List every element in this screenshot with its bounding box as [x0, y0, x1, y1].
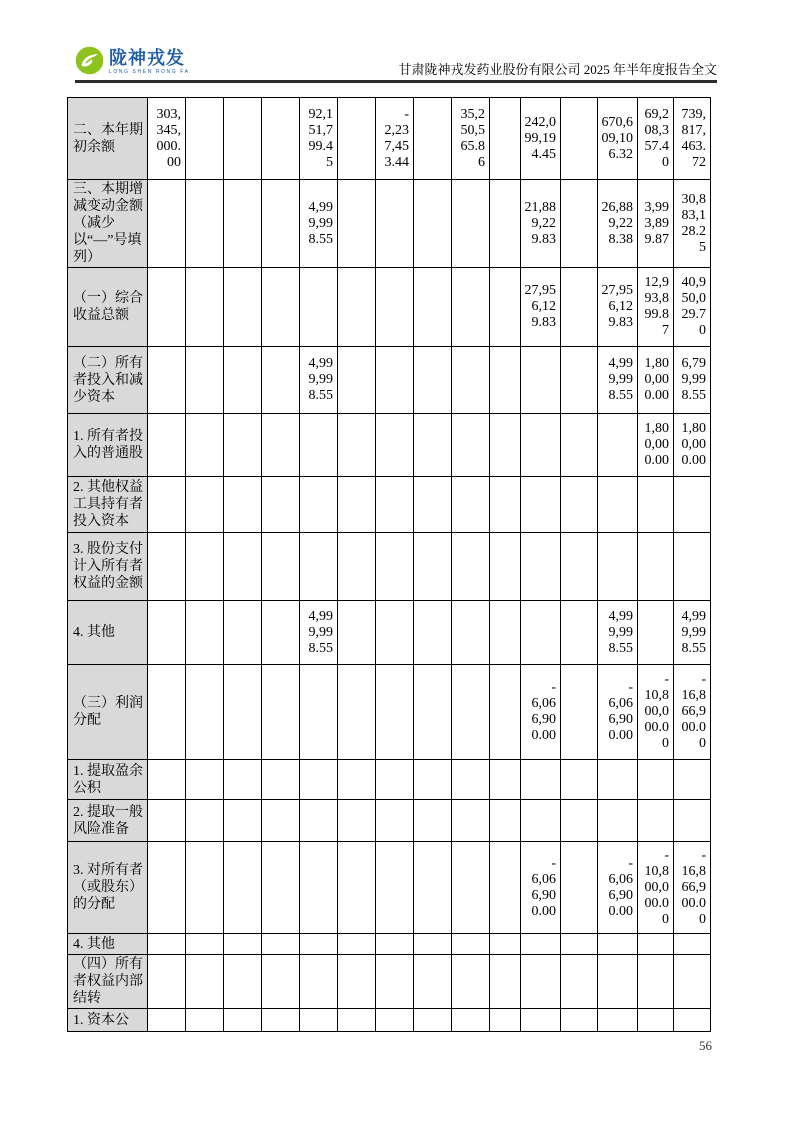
table-cell [452, 665, 490, 760]
table-cell [262, 533, 300, 601]
table-cell [262, 414, 300, 477]
table-cell [452, 347, 490, 414]
table-cell [638, 934, 674, 955]
table-cell [186, 414, 224, 477]
table-cell [490, 934, 521, 955]
table-cell [338, 601, 376, 665]
table-cell [186, 98, 224, 180]
table-cell [300, 665, 338, 760]
table-cell [376, 533, 414, 601]
table-cell [521, 800, 561, 842]
table-cell [674, 1009, 711, 1032]
table-row [68, 347, 711, 414]
table-cell: 4,999,998.55 [300, 180, 338, 268]
table-cell [376, 955, 414, 1009]
table-cell [224, 1009, 262, 1032]
table-cell [262, 268, 300, 347]
table-cell: 4,999,998.55 [598, 347, 638, 414]
table-cell: 69,208,357.40 [638, 98, 674, 180]
table-cell [638, 1009, 674, 1032]
table-cell [561, 601, 598, 665]
table-cell [452, 268, 490, 347]
table-cell [452, 601, 490, 665]
table-cell [490, 98, 521, 180]
table-cell [262, 98, 300, 180]
table-cell: 92,151,799.45 [300, 98, 338, 180]
table-cell [521, 760, 561, 800]
table-cell [452, 1009, 490, 1032]
table-cell [338, 800, 376, 842]
page-number: 56 [699, 1038, 712, 1053]
table-cell [338, 955, 376, 1009]
table-cell [262, 347, 300, 414]
table-cell [490, 842, 521, 934]
table-cell [638, 533, 674, 601]
row-label: 三、本期增减变动金额（减少以“—”号填列） [68, 180, 148, 268]
table-cell [338, 934, 376, 955]
equity-table-body [68, 98, 711, 1032]
table-row [68, 98, 711, 180]
table-cell [674, 760, 711, 800]
table-cell [414, 665, 452, 760]
table-cell [224, 934, 262, 955]
table-cell [338, 347, 376, 414]
table-cell [186, 665, 224, 760]
table-row [68, 800, 711, 842]
table-row [68, 268, 711, 347]
table-cell: - 10,800,000.00 [638, 842, 674, 934]
table-cell [338, 1009, 376, 1032]
table-cell [148, 934, 186, 955]
logo-brand-cn: 陇神戎发 [109, 48, 185, 68]
table-cell [148, 800, 186, 842]
table-cell [638, 477, 674, 533]
table-row [68, 477, 711, 533]
table-cell: 27,956,129.83 [521, 268, 561, 347]
table-row [68, 665, 711, 760]
table-cell [452, 533, 490, 601]
table-cell: 4,999,998.55 [598, 601, 638, 665]
table-cell [674, 800, 711, 842]
table-cell [300, 1009, 338, 1032]
table-cell [148, 477, 186, 533]
table-cell: 12,993,899.87 [638, 268, 674, 347]
table-cell [376, 934, 414, 955]
table-cell [148, 180, 186, 268]
table-cell [452, 955, 490, 1009]
table-cell [490, 800, 521, 842]
table-cell [148, 665, 186, 760]
table-cell: 1,800,000.00 [638, 414, 674, 477]
table-cell [638, 760, 674, 800]
table-cell [452, 934, 490, 955]
table-cell [561, 268, 598, 347]
table-cell [300, 533, 338, 601]
row-label: 1. 提取盈余公积 [68, 760, 148, 800]
table-cell [598, 800, 638, 842]
table-cell [186, 842, 224, 934]
table-cell [148, 268, 186, 347]
table-cell [262, 955, 300, 1009]
company-logo [75, 46, 190, 75]
table-cell [561, 1009, 598, 1032]
table-cell [561, 842, 598, 934]
table-cell [224, 180, 262, 268]
table-cell [414, 1009, 452, 1032]
table-cell [452, 414, 490, 477]
table-cell [376, 842, 414, 934]
table-cell [148, 347, 186, 414]
table-cell [262, 760, 300, 800]
table-cell [300, 955, 338, 1009]
table-cell [224, 533, 262, 601]
table-cell [148, 1009, 186, 1032]
table-cell [452, 842, 490, 934]
table-cell: 303,345,000.00 [148, 98, 186, 180]
table-cell [186, 601, 224, 665]
row-label: 2. 其他权益工具持有者投入资本 [68, 477, 148, 533]
table-cell: 739,817,463.72 [674, 98, 711, 180]
table-cell [186, 347, 224, 414]
table-cell [338, 414, 376, 477]
table-cell [224, 477, 262, 533]
table-cell: 1,800,000.00 [674, 414, 711, 477]
table-cell [376, 800, 414, 842]
table-cell [561, 533, 598, 601]
table-cell [598, 1009, 638, 1032]
table-row [68, 533, 711, 601]
table-cell [414, 601, 452, 665]
table-cell: - 2,237,453.44 [376, 98, 414, 180]
row-label: （四）所有者权益内部结转 [68, 955, 148, 1009]
table-cell [338, 477, 376, 533]
table-cell [561, 800, 598, 842]
logo-icon [75, 46, 104, 75]
row-label: 二、本年期初余额 [68, 98, 148, 180]
table-cell [414, 533, 452, 601]
table-cell [300, 842, 338, 934]
table-cell: 242,099,194.45 [521, 98, 561, 180]
table-cell [224, 601, 262, 665]
row-label: 4. 其他 [68, 934, 148, 955]
table-cell [414, 347, 452, 414]
table-cell [414, 98, 452, 180]
table-cell [490, 665, 521, 760]
table-cell: 27,956,129.83 [598, 268, 638, 347]
table-row [68, 934, 711, 955]
table-cell: 30,883,128.25 [674, 180, 711, 268]
table-row [68, 414, 711, 477]
table-cell [452, 180, 490, 268]
table-cell [414, 268, 452, 347]
table-cell [521, 477, 561, 533]
table-cell [521, 1009, 561, 1032]
table-cell [490, 533, 521, 601]
table-cell [452, 477, 490, 533]
table-cell [490, 955, 521, 1009]
table-cell [224, 414, 262, 477]
table-cell: - 6,066,900.00 [521, 665, 561, 760]
table-cell [674, 934, 711, 955]
table-cell: 21,889,229.83 [521, 180, 561, 268]
table-cell: 3,993,899.87 [638, 180, 674, 268]
table-cell [521, 955, 561, 1009]
table-cell: - 6,066,900.00 [598, 665, 638, 760]
table-cell [414, 760, 452, 800]
logo-text [109, 46, 190, 75]
table-row [68, 180, 711, 268]
equity-table-container [67, 97, 711, 1032]
table-cell: 1,800,000.00 [638, 347, 674, 414]
table-cell [490, 180, 521, 268]
table-row [68, 760, 711, 800]
table-cell [521, 347, 561, 414]
table-cell [148, 601, 186, 665]
table-cell [338, 842, 376, 934]
table-cell [490, 268, 521, 347]
table-cell [414, 842, 452, 934]
table-cell [598, 477, 638, 533]
table-cell [561, 180, 598, 268]
table-cell [186, 800, 224, 842]
table-row [68, 955, 711, 1009]
table-cell [300, 934, 338, 955]
table-cell [186, 760, 224, 800]
row-label: （三）利润分配 [68, 665, 148, 760]
table-cell: 40,950,029.70 [674, 268, 711, 347]
table-cell [674, 477, 711, 533]
table-cell [561, 98, 598, 180]
table-cell [224, 98, 262, 180]
table-cell [224, 665, 262, 760]
table-cell [561, 934, 598, 955]
table-cell [490, 601, 521, 665]
table-cell [186, 934, 224, 955]
table-cell [521, 934, 561, 955]
table-cell [376, 477, 414, 533]
table-cell: - 6,066,900.00 [598, 842, 638, 934]
row-label: 4. 其他 [68, 601, 148, 665]
table-cell: 4,999,998.55 [300, 347, 338, 414]
table-cell [148, 842, 186, 934]
row-label: 3. 对所有者（或股东）的分配 [68, 842, 148, 934]
table-cell: - 16,866,900.00 [674, 842, 711, 934]
table-cell [452, 760, 490, 800]
table-cell [148, 760, 186, 800]
table-row [68, 842, 711, 934]
table-cell [490, 1009, 521, 1032]
row-label: 1. 所有者投入的普通股 [68, 414, 148, 477]
table-cell [561, 477, 598, 533]
equity-change-table [67, 97, 711, 1032]
table-cell [638, 955, 674, 1009]
row-label: （二）所有者投入和减少资本 [68, 347, 148, 414]
header-divider [75, 80, 717, 83]
table-cell [224, 268, 262, 347]
table-cell [262, 477, 300, 533]
table-cell [338, 180, 376, 268]
table-cell [598, 533, 638, 601]
table-cell [414, 955, 452, 1009]
table-cell [490, 477, 521, 533]
table-cell [376, 268, 414, 347]
table-cell [300, 760, 338, 800]
table-cell [561, 347, 598, 414]
table-cell [561, 955, 598, 1009]
table-cell [521, 533, 561, 601]
table-cell [561, 665, 598, 760]
table-cell [224, 760, 262, 800]
table-cell [598, 934, 638, 955]
table-cell: 670,609,106.32 [598, 98, 638, 180]
table-cell [300, 414, 338, 477]
table-cell [262, 842, 300, 934]
table-cell [561, 414, 598, 477]
table-cell: - 10,800,000.00 [638, 665, 674, 760]
table-cell [186, 533, 224, 601]
table-cell: 35,250,565.86 [452, 98, 490, 180]
table-cell [376, 1009, 414, 1032]
table-cell [376, 347, 414, 414]
table-cell [300, 268, 338, 347]
table-row [68, 1009, 711, 1032]
table-cell [414, 180, 452, 268]
table-cell [414, 800, 452, 842]
table-cell [262, 1009, 300, 1032]
table-cell [674, 533, 711, 601]
table-cell [224, 800, 262, 842]
table-cell [414, 934, 452, 955]
table-cell [300, 800, 338, 842]
table-cell [561, 760, 598, 800]
row-label: （一）综合收益总额 [68, 268, 148, 347]
table-cell [186, 1009, 224, 1032]
table-cell [186, 268, 224, 347]
table-cell [186, 955, 224, 1009]
table-cell [638, 601, 674, 665]
table-cell [224, 955, 262, 1009]
row-label: 2. 提取一般风险准备 [68, 800, 148, 842]
table-cell [521, 414, 561, 477]
row-label: 1. 资本公 [68, 1009, 148, 1032]
table-cell [376, 414, 414, 477]
table-cell [376, 601, 414, 665]
table-cell: 4,999,998.55 [674, 601, 711, 665]
table-cell: - 16,866,900.00 [674, 665, 711, 760]
table-cell [300, 477, 338, 533]
table-cell [224, 842, 262, 934]
table-cell [376, 760, 414, 800]
table-row [68, 601, 711, 665]
table-cell [521, 601, 561, 665]
table-cell [598, 414, 638, 477]
table-cell [490, 760, 521, 800]
table-cell [452, 800, 490, 842]
row-label: 3. 股份支付计入所有者权益的金额 [68, 533, 148, 601]
table-cell [186, 180, 224, 268]
table-cell [186, 477, 224, 533]
table-cell [338, 98, 376, 180]
table-cell [598, 760, 638, 800]
table-cell [262, 601, 300, 665]
table-cell [414, 414, 452, 477]
table-cell [338, 533, 376, 601]
table-cell [376, 180, 414, 268]
table-cell: 4,999,998.55 [300, 601, 338, 665]
table-cell [490, 414, 521, 477]
table-cell [490, 347, 521, 414]
table-cell [148, 414, 186, 477]
table-cell [414, 477, 452, 533]
table-cell [338, 760, 376, 800]
table-cell [338, 665, 376, 760]
logo-brand-en: LONG SHEN RONG FA [109, 69, 190, 75]
table-cell [148, 533, 186, 601]
table-cell: 26,889,228.38 [598, 180, 638, 268]
table-cell: - 6,066,900.00 [521, 842, 561, 934]
table-cell [638, 800, 674, 842]
table-cell [262, 180, 300, 268]
table-cell [224, 347, 262, 414]
table-cell [674, 955, 711, 1009]
table-cell [262, 934, 300, 955]
table-cell [262, 665, 300, 760]
table-cell [598, 955, 638, 1009]
report-title: 甘肃陇神戎发药业股份有限公司 2025 年半年度报告全文 [398, 62, 717, 77]
table-cell: 6,799,998.55 [674, 347, 711, 414]
table-cell [262, 800, 300, 842]
table-cell [338, 268, 376, 347]
table-cell [148, 955, 186, 1009]
table-cell [376, 665, 414, 760]
